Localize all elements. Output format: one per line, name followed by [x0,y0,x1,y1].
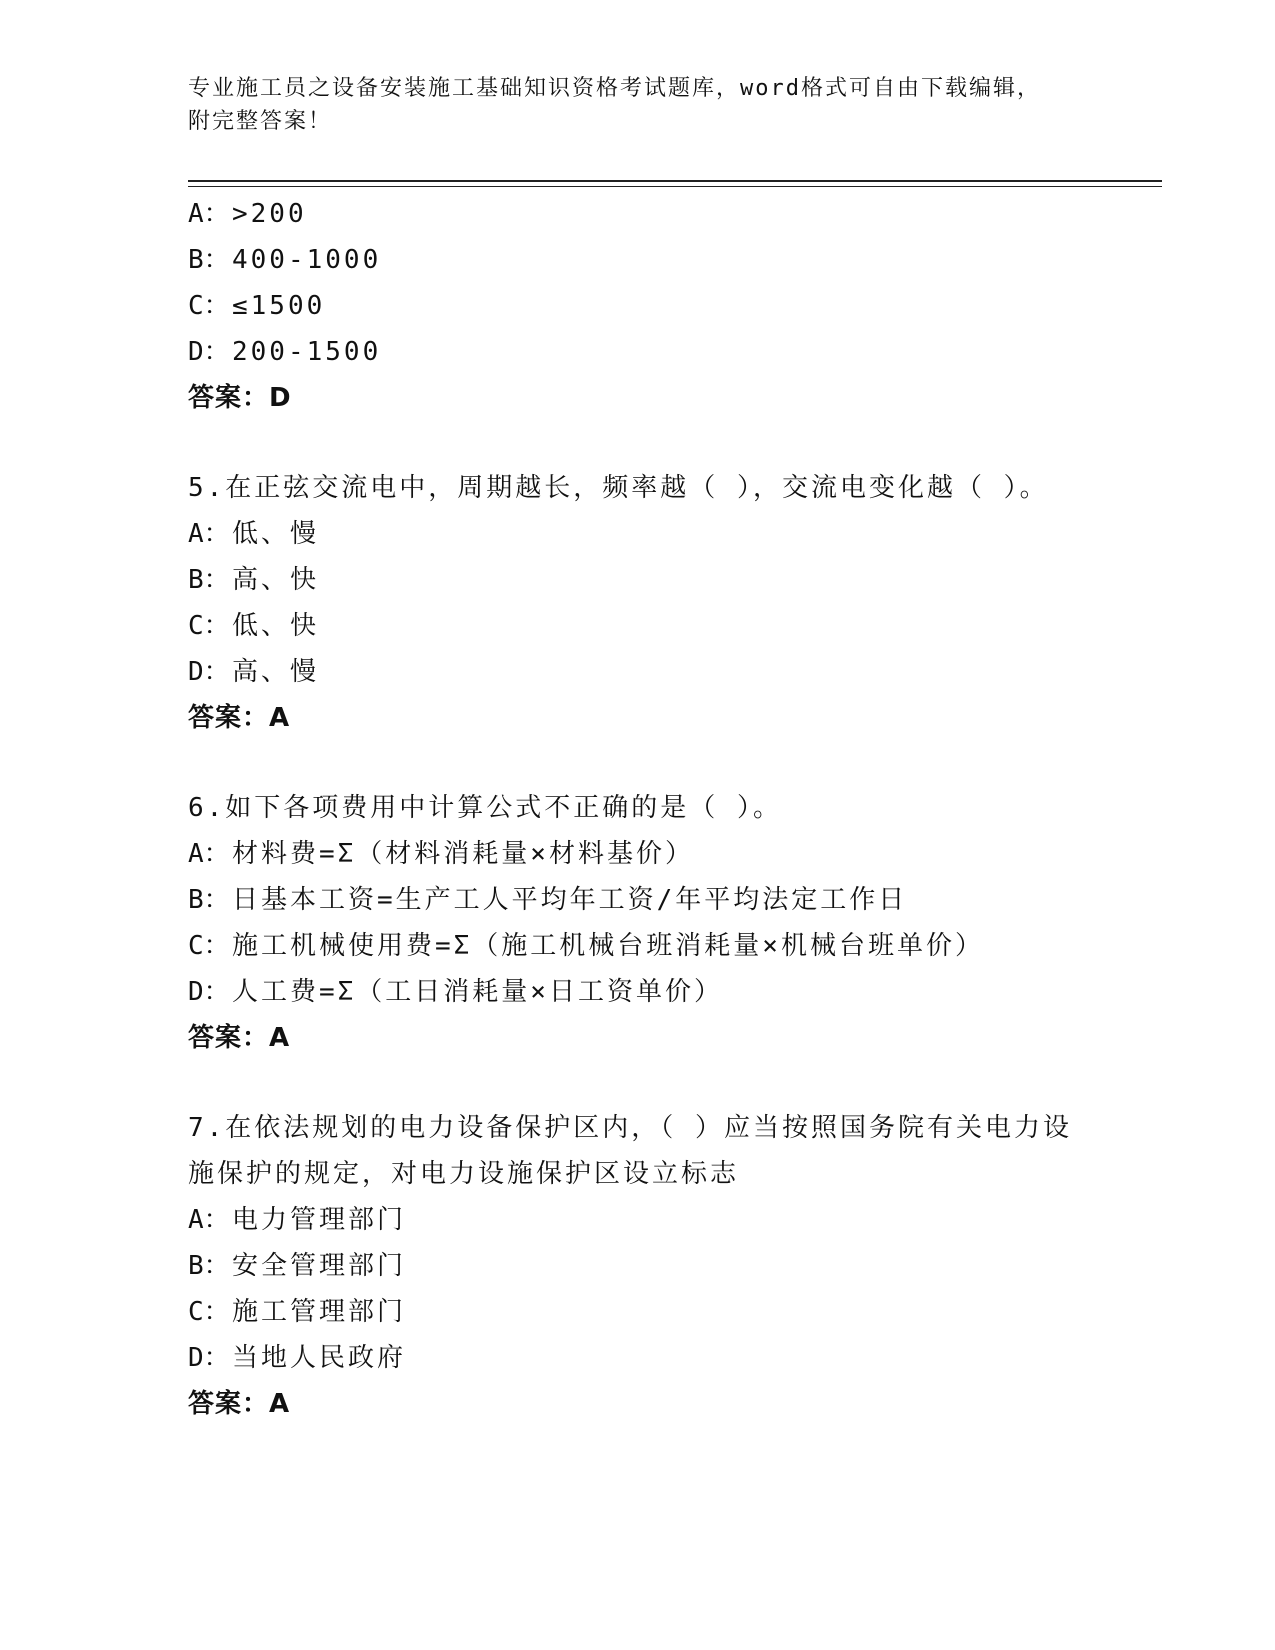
option-c: C：施工管理部门 [188,1297,407,1327]
spacer [188,421,1148,465]
option-b: B：400-1000 [188,245,382,275]
option-c: C：低、快 [188,611,320,641]
option-d: D：当地人民政府 [188,1343,407,1373]
question-block-5 [188,465,1148,741]
question-text: 5.在正弦交流电中，周期越长，频率越（ ），交流电变化越（ ）。 [188,473,1049,503]
header-line-2: 附完整答案！ [188,109,333,134]
spacer [188,741,1148,785]
option-a: A：>200 [188,199,307,229]
header-line-1: 专业施工员之设备安装施工基础知识资格考试题库，word格式可自由下载编辑， [188,76,1041,101]
option-d: D：高、慢 [188,657,320,687]
answer-line: 答案：A [188,1023,291,1053]
question-text-line-2: 施保护的规定，对电力设施保护区设立标志 [188,1159,740,1189]
answer-line: 答案：A [188,703,291,733]
option-c: C：≤1500 [188,291,326,321]
document-header [188,72,1088,138]
option-c: C：施工机械使用费=Σ（施工机械台班消耗量×机械台班单价） [188,931,984,961]
question-text: 6.如下各项费用中计算公式不正确的是（ ）。 [188,793,782,823]
answer-line: 答案：A [188,1389,291,1419]
header-divider-bottom [188,186,1162,187]
option-a: A：电力管理部门 [188,1205,407,1235]
option-d: D：人工费=Σ（工日消耗量×日工资单价） [188,977,723,1007]
answer-line: 答案：D [188,383,292,413]
option-b: B：日基本工资=生产工人平均年工资/年平均法定工作日 [188,885,908,915]
option-b: B：安全管理部门 [188,1251,407,1281]
spacer [188,1061,1148,1105]
document-body [188,191,1148,1427]
question-block-7 [188,1105,1148,1427]
option-d: D：200-1500 [188,337,382,367]
question-block-4 [188,191,1148,421]
question-block-6 [188,785,1148,1061]
option-a: A：材料费=Σ（材料消耗量×材料基价） [188,839,694,869]
header-divider-top [188,180,1162,182]
question-text-line-1: 7.在依法规划的电力设备保护区内，（ ）应当按照国务院有关电力设 [188,1113,1072,1143]
option-b: B：高、快 [188,565,320,595]
option-a: A：低、慢 [188,519,320,549]
